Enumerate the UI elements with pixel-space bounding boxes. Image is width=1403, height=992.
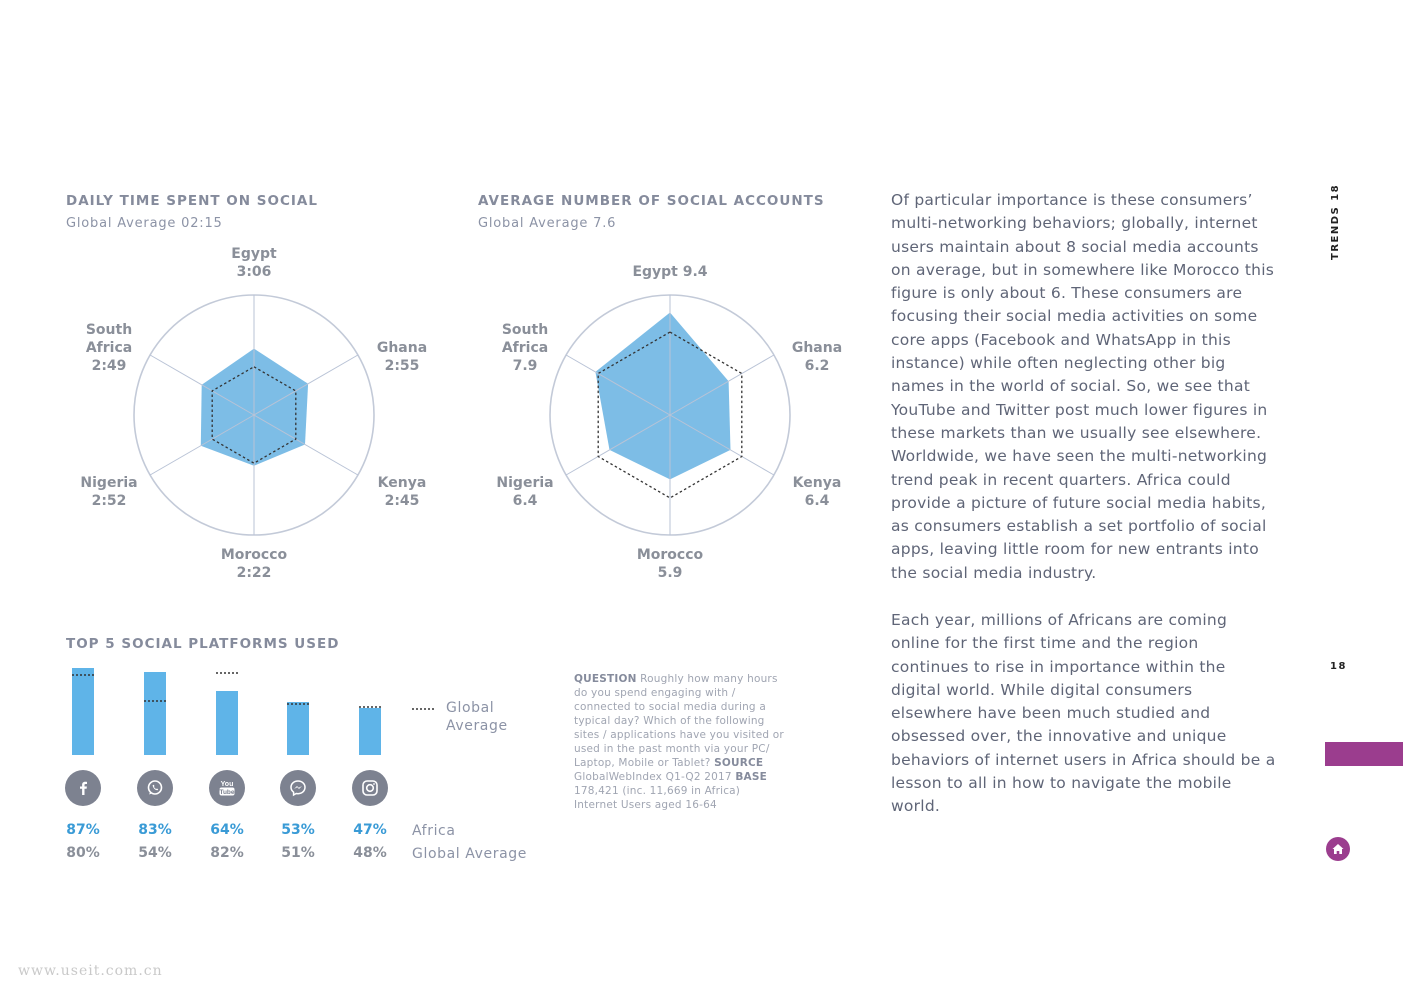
- africa-pct-whatsapp: 83%: [138, 822, 172, 838]
- bar-africa-messenger: [287, 702, 309, 755]
- global-pct-facebook: 80%: [66, 845, 100, 861]
- youtube-icon: [209, 770, 245, 806]
- body-paragraph-2: Each year, millions of Africans are coming online for the first time and the region continues to rise in importance within the digital world. While digital consumers elsewhere have been much studied and obsessed over, the innovative and unique behaviors of internet users in Africa should be a lesson to all in how to navigate the mobile world.: [891, 611, 1276, 816]
- chart-footnote: [574, 672, 784, 812]
- global-pct-youtube: 82%: [210, 845, 244, 861]
- chart-subtitle-time: Global Average 02:15: [66, 216, 223, 231]
- legend-dotted-line: [412, 707, 436, 711]
- chart-subtitle-accounts: Global Average 7.6: [478, 216, 617, 231]
- chart-title-accounts: AVERAGE NUMBER OF SOCIAL ACCOUNTS: [478, 193, 825, 209]
- radar-label-ghana: Ghana 6.2: [791, 340, 843, 374]
- radar-label-nigeria: Nigeria 2:52: [80, 475, 138, 509]
- question-label: QUESTION: [574, 673, 637, 685]
- facebook-icon: [65, 770, 101, 806]
- body-paragraph-1: Of particular importance is these consumers’ multi-networking behaviors; globally, internet users maintain about 8 social media accounts on average, but in somewhere like Morocco this figure is only about 6. These consumers are focusing their social media activities on some core apps (Facebook and WhatsApp in this instance) while often neglecting other big names in the world of social. So, we see that YouTube and Twitter post much lower figures in these markets than we usually see elsewhere. Worldwide, we have seen the multi-networking trend peak in recent quarters. Africa could provide a picture of future social media habits, as consumers establish a set portfolio of social apps, leaving little room for new entrants into the social media industry.: [891, 191, 1275, 582]
- base-text: 178,421 (inc. 11,669 in Africa) Internet Users aged 16-64: [574, 785, 741, 811]
- global-pct-messenger: 51%: [281, 845, 315, 861]
- radar-label-egypt: Egypt 3:06: [231, 246, 277, 280]
- home-icon[interactable]: [1326, 837, 1350, 861]
- radar-label-kenya: Kenya 2:45: [377, 475, 427, 509]
- svg-text:You: You: [220, 781, 234, 788]
- radar-label-nigeria: Nigeria 6.4: [496, 475, 554, 509]
- radar-africa-area: [595, 313, 730, 480]
- instagram-icon: [352, 770, 388, 806]
- bar-africa-facebook: [72, 668, 94, 755]
- chart-title-platforms: TOP 5 SOCIAL PLATFORMS USED: [66, 636, 340, 652]
- radar-label-morocco: Morocco 2:22: [220, 547, 288, 581]
- global-pct-whatsapp: 54%: [138, 845, 172, 861]
- radar-chart-time: [124, 285, 384, 545]
- africa-pct-youtube: 64%: [210, 822, 244, 838]
- chart-title-time: DAILY TIME SPENT ON SOCIAL: [66, 193, 318, 209]
- question-text: Roughly how many hours do you spend engaging with / connected to social media during a typical day? Which of the following sites / applications have you visited or used in the past month via your PC/ Laptop, Mobile or Tablet?: [574, 673, 784, 769]
- section-marker-bar: [1325, 742, 1403, 766]
- messenger-icon: [280, 770, 316, 806]
- watermark: www.useit.com.cn: [18, 963, 163, 979]
- africa-row-label: Africa: [412, 823, 456, 839]
- radar-label-morocco: Morocco 5.9: [636, 547, 704, 581]
- legend-label: Global Average: [446, 700, 508, 734]
- radar-label-ghana: Ghana 2:55: [376, 340, 428, 374]
- base-label: BASE: [735, 771, 767, 783]
- whatsapp-icon: [137, 770, 173, 806]
- global-pct-instagram: 48%: [353, 845, 387, 861]
- svg-text:Tube: Tube: [219, 789, 235, 796]
- bar-africa-instagram: [359, 708, 381, 755]
- source-text: GlobalWebIndex Q1-Q2 2017: [574, 771, 732, 783]
- africa-pct-facebook: 87%: [66, 822, 100, 838]
- section-tab[interactable]: TRENDS 18: [1330, 183, 1341, 260]
- source-label: SOURCE: [714, 757, 764, 769]
- africa-pct-instagram: 47%: [353, 822, 387, 838]
- radar-label-kenya: Kenya 6.4: [792, 475, 842, 509]
- page-number: 18: [1330, 661, 1347, 672]
- bar-africa-whatsapp: [144, 672, 166, 755]
- radar-label-south-africa: South Africa 7.9: [501, 322, 549, 374]
- radar-chart-accounts: [540, 285, 800, 545]
- bar-africa-youtube: [216, 691, 238, 755]
- africa-pct-messenger: 53%: [281, 822, 315, 838]
- radar-label-south-africa: South Africa 2:49: [85, 322, 133, 374]
- global-row-label: Global Average: [412, 846, 527, 862]
- bar-chart-platforms: [60, 660, 400, 760]
- radar-label-egypt: Egypt 9.4: [632, 264, 708, 280]
